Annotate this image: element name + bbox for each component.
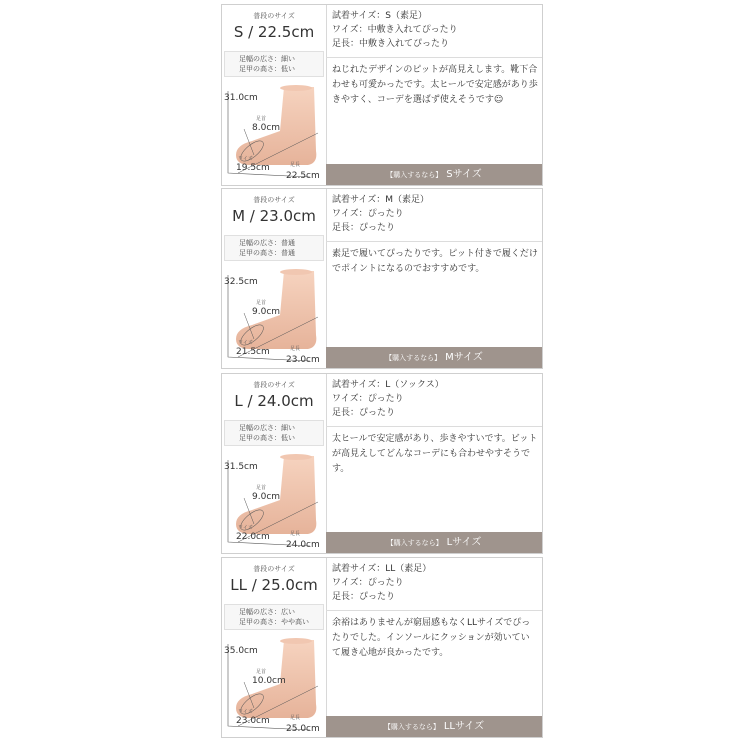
trial-line: ワイズ：中敷き入れてぴったり [332, 25, 458, 35]
size-card [221, 373, 543, 554]
divider [326, 610, 542, 611]
size-card [221, 4, 543, 186]
foot-width: 足幅の広さ：広い [239, 608, 295, 616]
foot-diagram [222, 450, 326, 552]
ankle-label: 足首 [256, 116, 267, 122]
foot-diagram [222, 634, 326, 736]
usual-size: S / 22.5cm [233, 23, 315, 41]
recommend-label: 【購入するなら】 [385, 354, 442, 362]
trial-line: 足長：ぴったり [332, 223, 396, 233]
trial-info [332, 378, 538, 420]
ankle-value: 8.0cm [252, 123, 281, 133]
trial-line: 試着サイズ：M（素足） [332, 195, 430, 205]
wise-value: 23.0cm [236, 716, 270, 726]
review-comment: 素足で履いてぴったりです。ピット付きで履くだけでポイントになるのでおすすめです。 [332, 249, 538, 274]
recommended-size-bar [326, 164, 542, 185]
length-label: 足長 [290, 346, 301, 352]
wise-label: ワイズ [238, 709, 253, 715]
recommended-size-bar [326, 347, 542, 368]
calf-value: 31.5cm [224, 462, 258, 472]
reviewer-panel [222, 374, 327, 553]
trial-line: ワイズ：ぴったり [332, 394, 404, 404]
foot-instep: 足甲の高さ：普通 [239, 249, 295, 257]
length-label: 足長 [290, 162, 301, 168]
usual-size: M / 23.0cm [232, 207, 316, 225]
trial-line: ワイズ：ぴったり [332, 209, 404, 219]
trial-line: ワイズ：ぴったり [332, 578, 404, 588]
ankle-label: 足首 [256, 485, 267, 491]
recommended-size-bar [326, 716, 542, 737]
ankle-label: 足首 [256, 300, 267, 306]
recommended-size: LLサイズ [443, 721, 485, 732]
wise-value: 21.5cm [236, 347, 270, 357]
ankle-value: 9.0cm [252, 492, 281, 502]
recommended-size-bar [326, 532, 542, 553]
review-panel [326, 558, 542, 737]
reviewer-panel [222, 558, 327, 737]
size-card [221, 557, 543, 738]
usual-size-label: 普段のサイズ [253, 12, 295, 20]
trial-line: 試着サイズ：S（素足） [332, 11, 427, 21]
wise-label: ワイズ [238, 525, 253, 531]
wise-value: 22.0cm [236, 532, 270, 542]
foot-diagram [222, 81, 326, 183]
recommended-size: Mサイズ [445, 352, 483, 363]
trial-line: 足長：ぴったり [332, 592, 396, 602]
trial-line: 試着サイズ：L（ソックス） [332, 380, 444, 390]
divider [326, 57, 542, 58]
trial-line: 足長：ぴったり [332, 408, 396, 418]
usual-size: L / 24.0cm [234, 392, 314, 410]
review-comment: 余裕はありませんが窮屈感もなくLLサイズでぴったりでした。インソールにクッションが効いていて履き心地が良かったです。 [332, 618, 531, 658]
ankle-value: 9.0cm [252, 307, 281, 317]
calf-value: 31.0cm [224, 93, 258, 103]
length-label: 足長 [290, 715, 301, 721]
recommended-size: Lサイズ [446, 537, 482, 548]
review-comment: ねじれたデザインのピットが高見えします。靴下合わせも可愛かったです。太ヒールで安定感があり歩きやすく、コーデを選ばず使えそうです☺ [332, 65, 538, 105]
foot-instep: 足甲の高さ：やや高い [239, 618, 309, 626]
length-value: 25.0cm [286, 724, 320, 734]
size-card [221, 188, 543, 369]
length-label: 足長 [290, 531, 301, 537]
foot-metrics [224, 604, 324, 630]
reviewer-panel [222, 5, 327, 185]
reviewer-panel [222, 189, 327, 368]
calf-value: 32.5cm [224, 277, 258, 287]
review-comment: 太ヒールで安定感があり、歩きやすいです。ビットが高見えしてどんなコーデにも合わせやすそうです。 [332, 434, 538, 474]
recommend-label: 【購入するなら】 [386, 539, 443, 547]
trial-line: 足長：中敷き入れてぴったり [332, 39, 450, 49]
wise-label: ワイズ [238, 340, 253, 346]
review-panel [326, 189, 542, 368]
foot-metrics [224, 51, 324, 77]
trial-info [332, 562, 538, 604]
foot-instep: 足甲の高さ：低い [239, 65, 295, 73]
review-panel [326, 374, 542, 553]
trial-info [332, 9, 538, 51]
foot-instep: 足甲の高さ：低い [239, 434, 295, 442]
trial-line: 試着サイズ：LL（素足） [332, 564, 432, 574]
recommended-size: Sサイズ [446, 169, 482, 180]
foot-diagram [222, 265, 326, 367]
trial-info [332, 193, 538, 235]
foot-width: 足幅の広さ：細い [239, 55, 295, 63]
foot-width: 足幅の広さ：細い [239, 424, 295, 432]
foot-metrics [224, 420, 324, 446]
foot-width: 足幅の広さ：普通 [239, 239, 295, 247]
usual-size: LL / 25.0cm [230, 576, 318, 594]
length-value: 22.5cm [286, 171, 320, 181]
usual-size-label: 普段のサイズ [253, 196, 295, 204]
usual-size-label: 普段のサイズ [253, 565, 295, 573]
divider [326, 241, 542, 242]
usual-size-label: 普段のサイズ [253, 381, 295, 389]
ankle-value: 10.0cm [252, 676, 286, 686]
recommend-label: 【購入するなら】 [383, 723, 440, 731]
foot-metrics [224, 235, 324, 261]
wise-value: 19.5cm [236, 163, 270, 173]
ankle-label: 足首 [256, 669, 267, 675]
review-panel [326, 5, 542, 185]
length-value: 24.0cm [286, 540, 320, 550]
length-value: 23.0cm [286, 355, 320, 365]
divider [326, 426, 542, 427]
wise-label: ワイズ [238, 156, 253, 162]
recommend-label: 【購入するなら】 [386, 171, 443, 179]
calf-value: 35.0cm [224, 646, 258, 656]
